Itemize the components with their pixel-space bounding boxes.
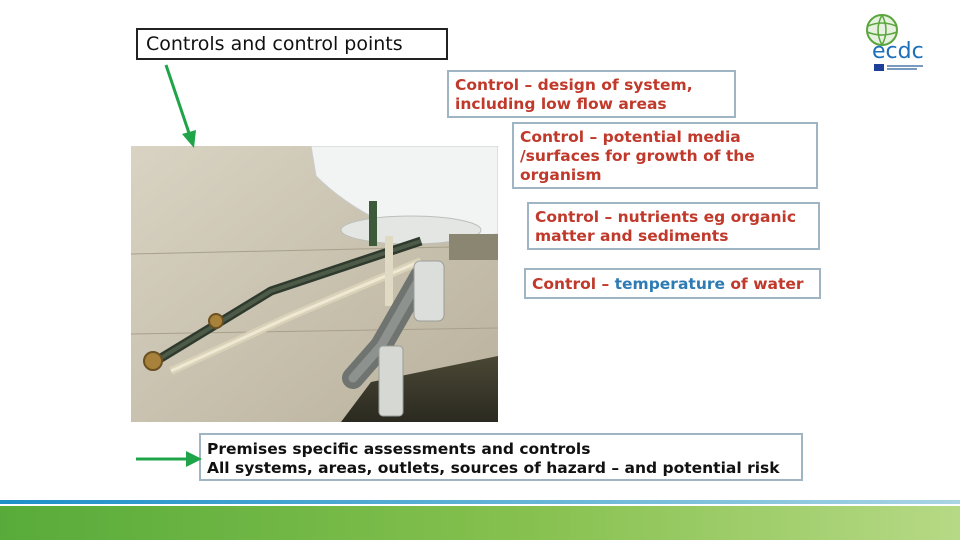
- down-arrow-icon: [158, 62, 202, 150]
- callout-nutrients: Control – nutrients eg organic matter and sediments: [527, 202, 820, 250]
- callout-system-design: Control – design of system, including low flow areas: [447, 70, 736, 118]
- callout-water-temperature: [524, 268, 821, 299]
- slide-title: Controls and control points: [136, 28, 448, 60]
- callout-temperature-prefix: Control –: [532, 275, 615, 293]
- premises-line-1: Premises specific assessments and controls: [207, 440, 591, 458]
- logo-text: ecdc: [872, 39, 924, 64]
- callout-temperature-highlight: temperature: [614, 275, 726, 293]
- plumbing-photo: [131, 146, 498, 422]
- premises-assessment-box: [199, 433, 803, 481]
- right-arrow-icon: [134, 448, 204, 470]
- footer-green-band: [0, 506, 960, 540]
- callout-temperature-suffix: of water: [725, 275, 804, 293]
- ecdc-logo: [858, 10, 940, 74]
- premises-line-2: All systems, areas, outlets, sources of hazard – and potential risk: [207, 459, 780, 477]
- callout-growth-media: Control – potential media /surfaces for growth of the organism: [512, 122, 818, 189]
- footer-blue-line: [0, 500, 960, 504]
